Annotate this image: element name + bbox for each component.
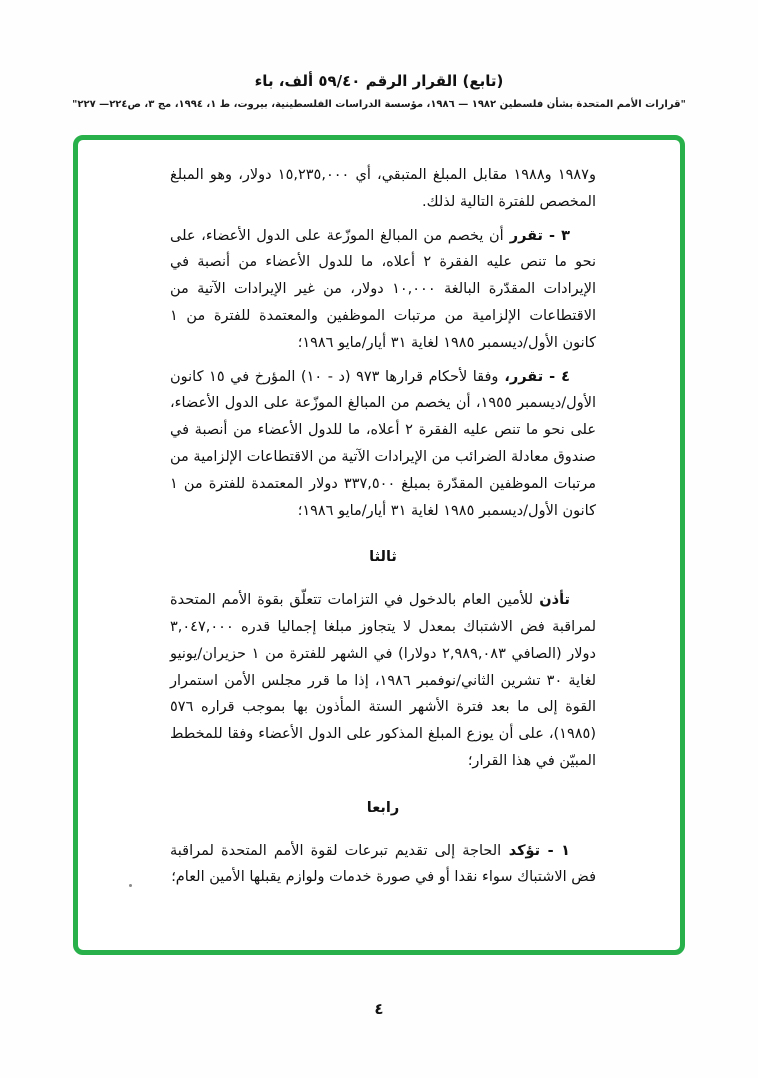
- paragraph-clause-4: [170, 364, 596, 525]
- authorization-text: للأمين العام بالدخول في التزامات تتعلّق بقوة الأمم المتحدة لمراقبة فض الاشتباك بمعدل لا يتجاوز مبلغا إجماليا قدره ٣,٠٤٧,٠٠٠ دولار (الصافي ٢,٩٨٩,٠٨٣ دولارا) في الشهر للفترة من ١ حزيران/يونيو لغاية ٣٠ تشرين الثاني/نوفمبر ١٩٨٦، إذا ما قرر مجلس الأمن استمرار القوة إلى ما بعد فترة الأشهر الستة المأذون بها بموجب قراره ٥٧٦ (١٩٨٥)، على أن يوزع المبلغ المذكور على الدول الأعضاء وفقا للمخطط المبيّن في هذا القرار؛: [170, 592, 597, 769]
- paragraph-authorization: [170, 587, 596, 775]
- clause-4-text: وفقا لأحكام قرارها ٩٧٣ (د - ١٠) المؤرخ في ١٥ كانون الأول/ديسمبر ١٩٥٥، أن يخصم من المبالغ الموزّعة على الدول الأعضاء، على نحو ما تنص عليه الفقرة ٢ أعلاه، ما للدول الأعضاء من أنصبة في صندوق معادلة الضرائب من الإيرادات الآتية من الاقتطاعات الإلزامية من مرتبات الموظفين المقدّرة بمبلغ ٣٣٧,٥٠٠ دولار المعتمدة للفترة من ١ كانون الأول/ديسمبر ١٩٨٥ لغاية ٣١ أيار/مايو ١٩٨٦؛: [170, 368, 596, 519]
- resolution-text-frame: [73, 135, 685, 955]
- authorization-lead: تأذن: [533, 592, 570, 609]
- clause-1-fourth-text: الحاجة إلى تقديم تبرعات لقوة الأمم المتحدة لمراقبة فض الاشتباك سواء نقدا أو في صورة خدمات ولوازم يقبلها الأمين العام؛: [170, 842, 596, 886]
- section-heading-fourth: رابعا: [366, 799, 400, 816]
- paragraph-continuation: و١٩٨٧ و١٩٨٨ مقابل المبلغ المتبقي، أي ١٥,٢٣٥,٠٠٠ دولار، وهو المبلغ المخصص للفترة التالية لذلك.: [170, 167, 596, 210]
- clause-3-lead: ٣ - تقرر: [503, 227, 570, 244]
- document-source-citation: "قرارات الأمم المتحدة بشأن فلسطين ١٩٨٢ — ١٩٨٦، مؤسسة الدراسات الفلسطينية، بيروت، ط ١، ١٩٩٤، مج ٣، ص٢٢٤— ٢٢٧": [72, 99, 686, 110]
- clause-4-lead: ٤ - تقرر،: [498, 368, 570, 385]
- document-title: (تابع) القرار الرقم ٥٩/٤٠ ألف، باء: [254, 72, 504, 90]
- paragraph-clause-1-fourth: [170, 838, 596, 892]
- clause-3-text: أن يخصم من المبالغ الموزّعة على الدول الأعضاء، على نحو ما تنص عليه الفقرة ٢ أعلاه، ما للدول الأعضاء من أنصبة في الإيرادات المقدّرة البالغة ١٠,٠٠٠ دولار، من غير الإيرادات الآتية من الاقتطاعات الإلزامية من مرتبات الموظفين والمعتمدة للفترة من ١ كانون الأول/ديسمبر ١٩٨٥ لغاية ٣١ أيار/مايو ١٩٨٦؛: [170, 227, 596, 351]
- paragraph-clause-3: [170, 223, 596, 357]
- scan-artifact-dot: [129, 884, 132, 887]
- page-number: ٤: [374, 1000, 384, 1018]
- clause-1-fourth-lead: ١ - تؤكد: [501, 842, 571, 859]
- section-heading-third: ثالثا: [369, 549, 397, 566]
